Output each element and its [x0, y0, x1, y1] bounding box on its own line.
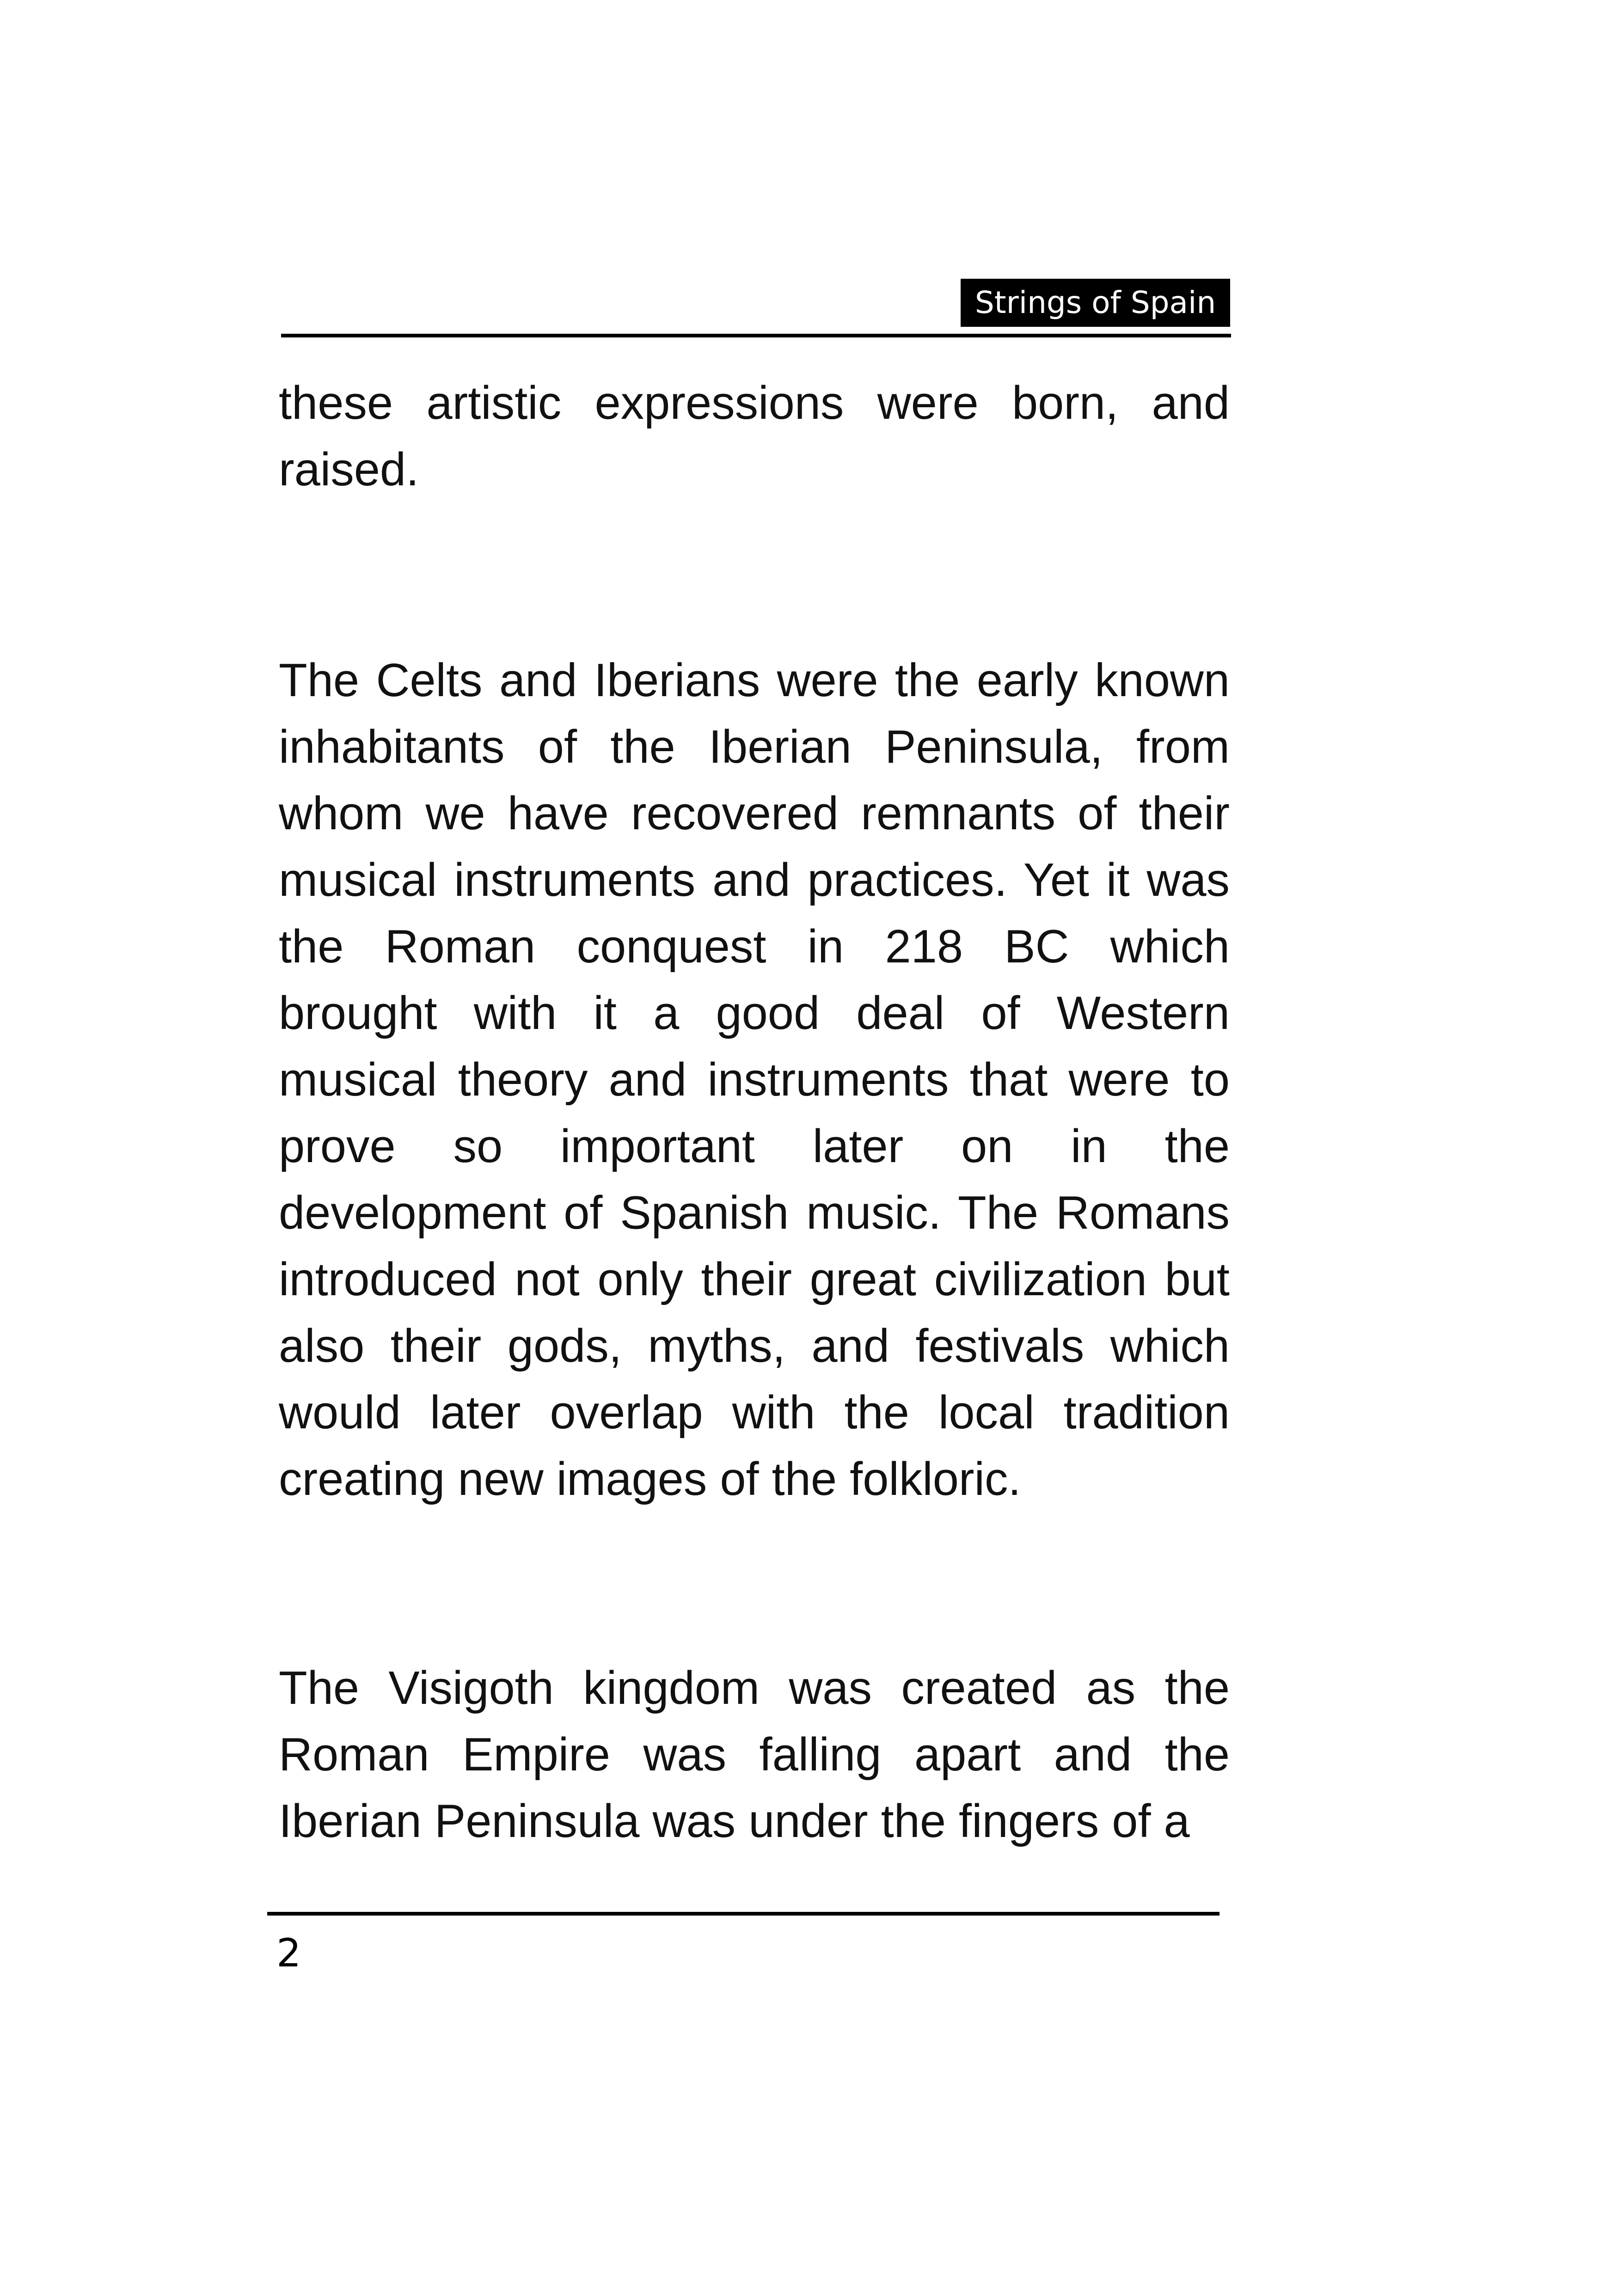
header-rule: [281, 334, 1231, 337]
paragraph-2: [279, 647, 1230, 1512]
paragraph-3: [279, 1655, 1230, 1855]
paragraph-2-text: The Celts and Iberians were the early known inhabitants of the Iberian Peninsula, from whom we have recovered remnants of their musical instruments and practices. Yet it was the Roman conquest in 218 BC which brought with it a good deal of Western musical theory and instruments that were to prove so important later on in the development of Spanish music. The Romans introduced not only their great civilization but also their gods, myths, and festivals which would later overlap with the local tradition creating new images of the folkloric.: [279, 655, 1230, 1505]
paragraph-1: [279, 370, 1230, 503]
footer-rule: [267, 1912, 1220, 1916]
paragraph-3-text: The Visigoth kingdom was created as the Roman Empire was falling apart and the Iberian Peninsula was under the fingers of a: [279, 1662, 1230, 1847]
paragraph-1-text: these artistic expressions were born, and raised.: [279, 377, 1230, 496]
running-head: Strings of Spain: [961, 279, 1230, 327]
page-number: 2: [276, 1930, 301, 1976]
